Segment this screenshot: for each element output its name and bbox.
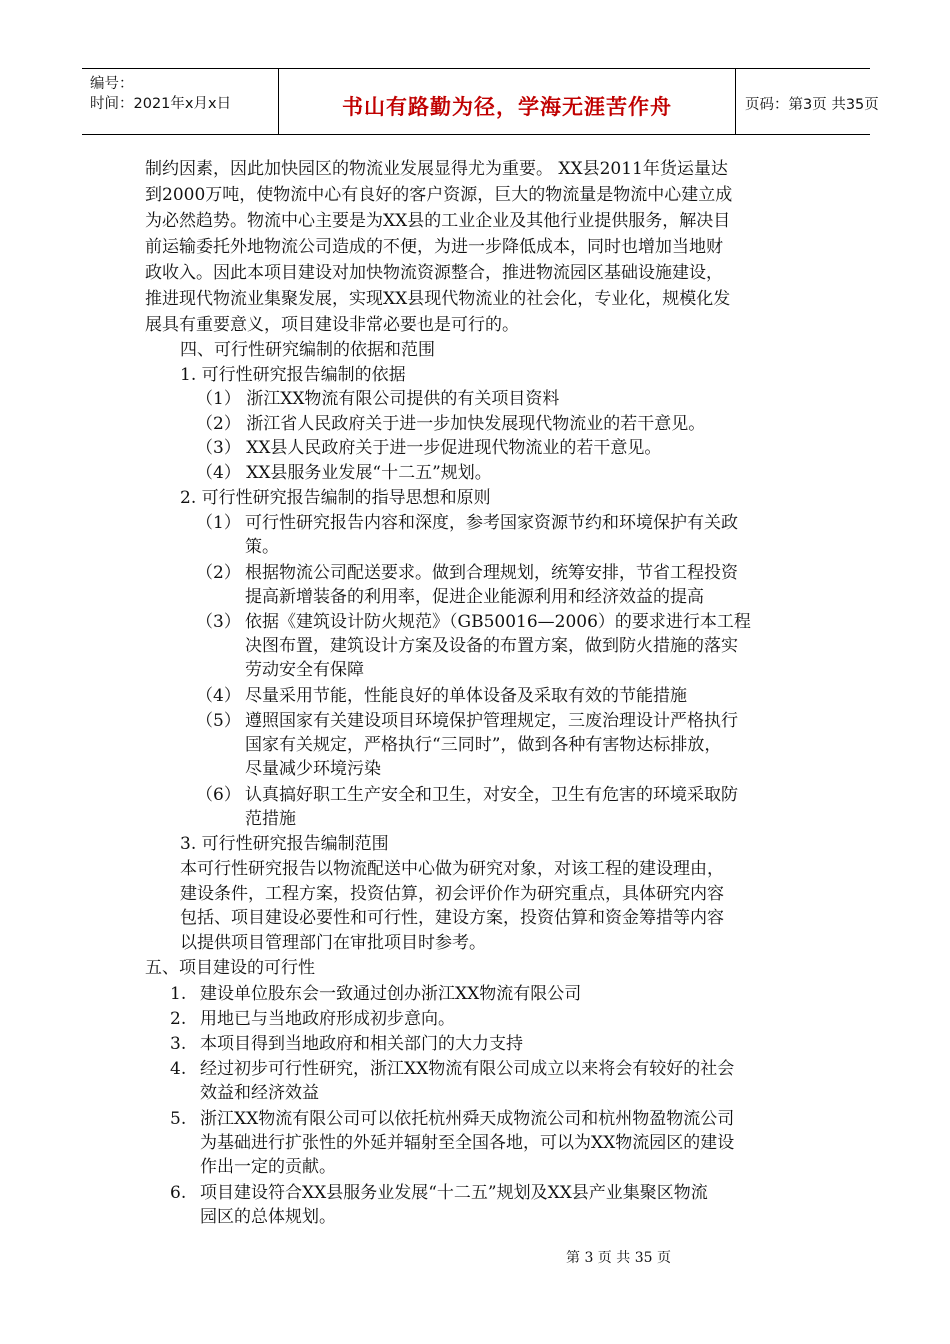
page-footer: 第 3 页 共 35 页	[566, 1250, 671, 1266]
list-marker: 1.	[170, 984, 187, 1004]
list-marker: 6.	[170, 1183, 187, 1203]
list-item: 本项目得到当地政府和相关部门的大力支持	[200, 1034, 523, 1054]
list-item: 尽量采用节能，性能良好的单体设备及采取有效的节能措施	[245, 686, 687, 706]
list-item: 根据物流公司配送要求。做到合理规划，统筹安排，节省工程投资	[245, 563, 738, 583]
list-item: 效益和经济效益	[200, 1083, 319, 1103]
list-item: 浙江XX物流有限公司可以依托杭州舜天成物流公司和杭州物盈物流公司	[200, 1109, 735, 1129]
header-motto: 书山有路勤为径，学海无涯苦作舟	[342, 95, 672, 119]
list-item: 园区的总体规划。	[200, 1207, 336, 1227]
list-marker: 3.	[170, 1034, 187, 1054]
header-number-label: 编号：	[90, 76, 134, 92]
list-marker: 5.	[170, 1109, 187, 1129]
body-line: 展具有重要意义，项目建设非常必要也是可行的。	[145, 315, 519, 335]
page-header	[82, 68, 879, 135]
body-line: 以提供项目管理部门在审批项目时参考。	[180, 933, 486, 953]
list-item: 提高新增装备的利用率，促进企业能源利用和经济效益的提高	[245, 587, 704, 607]
list-item: 依据《建筑设计防火规范》（GB50016—2006）的要求进行本工程	[245, 612, 751, 632]
list-item: （4） XX县服务业发展“十二五”规划。	[196, 463, 492, 483]
header-time-label: 时间：2021年x月x日	[90, 96, 232, 112]
body-line: 政收入。因此本项目建设对加快物流资源整合，推进物流园区基础设施建设，	[145, 263, 723, 283]
list-marker: （2）	[196, 563, 241, 583]
list-item: 用地已与当地政府形成初步意向。	[200, 1009, 455, 1029]
list-marker: （3）	[196, 612, 241, 632]
header-motto-cell	[279, 69, 736, 134]
body-line: 推进现代物流业集聚发展，实现XX县现代物流业的社会化，专业化，规模化发	[145, 289, 731, 309]
body-line: 制约因素，因此加快园区的物流业发展显得尤为重要。 XX县2011年货运量达	[145, 159, 728, 179]
list-marker: 4.	[170, 1059, 187, 1079]
list-item: （3） XX县人民政府关于进一步促进现代物流业的若干意见。	[196, 438, 662, 458]
list-marker: （4）	[196, 686, 241, 706]
list-item: 项目建设符合XX县服务业发展“十二五”规划及XX县产业集聚区物流	[200, 1183, 708, 1203]
body-line: 包括、项目建设必要性和可行性，建设方案，投资估算和资金筹措等内容	[180, 908, 724, 928]
list-marker: （5）	[196, 711, 241, 731]
list-marker: （6）	[196, 785, 241, 805]
list-item: 可行性研究报告内容和深度，参考国家资源节约和环境保护有关政	[245, 513, 738, 533]
body-line: 建设条件，工程方案，投资估算，初会评价作为研究重点，具体研究内容	[180, 884, 724, 904]
body-line: 为必然趋势。物流中心主要是为XX县的工业企业及其他行业提供服务，解决目	[145, 211, 731, 231]
list-item: （1） 浙江XX物流有限公司提供的有关项目资料	[196, 389, 560, 409]
section-heading: 五、项目建设的可行性	[145, 958, 315, 978]
list-item: 作出一定的贡献。	[200, 1157, 336, 1177]
list-item: 经过初步可行性研究，浙江XX物流有限公司成立以来将会有较好的社会	[200, 1059, 735, 1079]
section-heading: 四、可行性研究编制的依据和范围	[180, 340, 435, 360]
list-item: 认真搞好职工生产安全和卫生，对安全，卫生有危害的环境采取防	[245, 785, 738, 805]
header-meta-cell	[82, 69, 279, 134]
list-marker: 2.	[170, 1009, 187, 1029]
list-item: 尽量减少环境污染	[245, 759, 381, 779]
subsection-heading: 1. 可行性研究报告编制的依据	[180, 365, 406, 385]
list-item: 为基础进行扩张性的外延并辐射至全国各地，可以为XX物流园区的建设	[200, 1133, 735, 1153]
list-item: 遵照国家有关建设项目环境保护管理规定，三废治理设计严格执行	[245, 711, 738, 731]
body-line: 到2000万吨，使物流中心有良好的客户资源，巨大的物流量是物流中心建立成	[145, 185, 733, 205]
list-item: （2） 浙江省人民政府关于进一步加快发展现代物流业的若干意见。	[196, 414, 706, 434]
body-line: 本可行性研究报告以物流配送中心做为研究对象，对该工程的建设理由，	[180, 859, 724, 879]
list-item: 策。	[245, 537, 279, 557]
subsection-heading: 3. 可行性研究报告编制范围	[180, 834, 389, 854]
list-marker: （1）	[196, 513, 241, 533]
list-item: 决图布置，建筑设计方案及设备的布置方案，做到防火措施的落实	[245, 636, 738, 656]
list-item: 劳动安全有保障	[245, 660, 364, 680]
subsection-heading: 2. 可行性研究报告编制的指导思想和原则	[180, 488, 491, 508]
body-line: 前运输委托外地物流公司造成的不便，为进一步降低成本，同时也增加当地财	[145, 237, 723, 257]
header-page-cell	[736, 69, 879, 134]
list-item: 国家有关规定，严格执行“三同时”，做到各种有害物达标排放，	[245, 735, 722, 755]
list-item: 范措施	[245, 809, 296, 829]
list-item: 建设单位股东会一致通过创办浙江XX物流有限公司	[200, 984, 582, 1004]
header-page-label: 页码：第3页 共35页	[745, 97, 879, 113]
